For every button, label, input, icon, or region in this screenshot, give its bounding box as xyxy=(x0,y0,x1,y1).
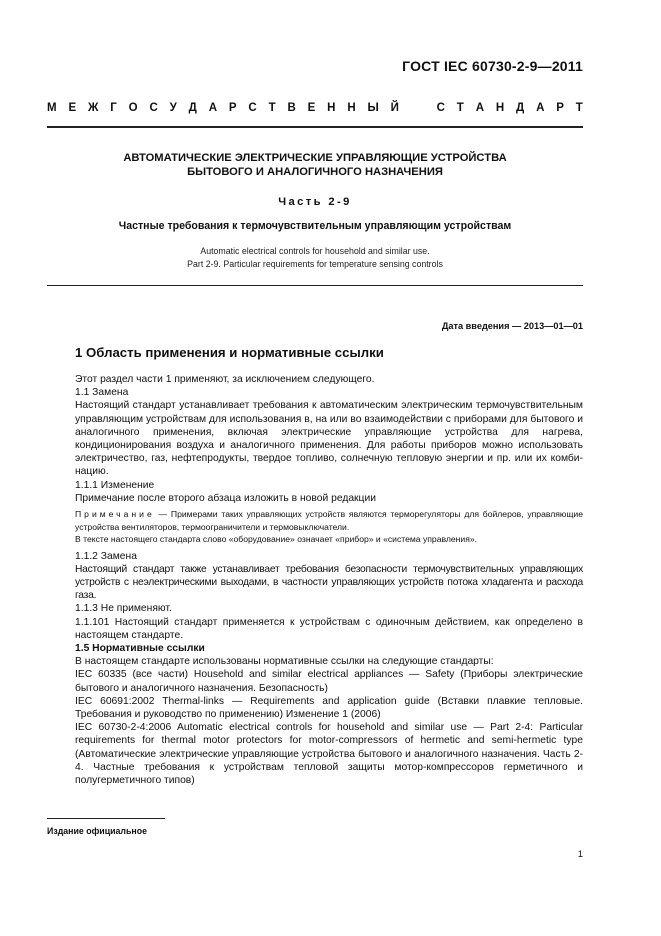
edition-label: Издание официальное xyxy=(47,826,147,836)
banner-letter: Т xyxy=(575,102,583,114)
banner-letter: Г xyxy=(110,102,117,114)
banner-letter: Р xyxy=(556,102,564,114)
footer-rule xyxy=(47,818,165,819)
banner-letter: Н xyxy=(495,102,505,114)
introduction-date: Дата введения — 2013—01—01 xyxy=(441,321,583,331)
paragraph: 1.1.101 Настоящий стандарт применяется к устройствам с одиночным действием, как определено в настоящем стандарте. xyxy=(75,616,583,641)
top-rule xyxy=(47,126,583,128)
standard-banner xyxy=(47,102,583,114)
subsection-1-1: 1.1 Замена xyxy=(75,387,129,399)
banner-letter: Р xyxy=(228,102,237,114)
banner-letter: Н xyxy=(327,102,336,114)
subsection-1-1-2: 1.1.2 Замена xyxy=(75,550,137,562)
subsection-1-1-1: 1.1.1 Изменение xyxy=(75,479,155,491)
english-title-line-2: Part 2-9. Particular requirements for temperature sensing controls xyxy=(187,259,443,269)
reference-1: IEC 60335 (все части) Household and similar electrical appliances — Safety (Приборы электрические бытового и аналогичного назначения. Безопасность) xyxy=(75,669,583,694)
page-number: 1 xyxy=(577,849,583,860)
note-2: В тексте настоящего стандарта слово «оборудование» означает «прибор» и «система управления». xyxy=(75,534,478,545)
banner-letter: Е xyxy=(307,102,316,114)
section-heading: 1 Область применения и нормативные ссылки xyxy=(75,345,384,360)
banner-letter: А xyxy=(208,102,218,114)
note xyxy=(75,508,583,533)
subsection-1-5: 1.5 Нормативные ссылки xyxy=(75,642,205,654)
standard-code: ГОСТ IEC 60730-2-9—2011 xyxy=(402,58,583,74)
banner-letter: У xyxy=(169,102,177,114)
part-label: Часть 2-9 xyxy=(278,196,352,208)
banner-letter: С xyxy=(436,102,445,114)
paragraph: Настоящий стандарт устанавливает требования к автоматическим электрическим термочувствительным управляющим устройствам для использования в, на или во взаимодействии с приборами для бытового и аналогичного применения, включая электрические управляющие устройства для нагрева, кондиционирования воздуха и аналогичного применения. Для работы приборов можно использовать электричество, газ, нефтепродукты, твердое топливо, солнечную тепловую энергии и пр. или их комбинацию. xyxy=(75,400,583,478)
english-title-line-1: Automatic electrical controls for household and similar use. xyxy=(200,246,430,256)
banner-letter: Е xyxy=(68,102,77,114)
banner-letter: В xyxy=(287,102,296,114)
paragraph: Этот раздел части 1 применяют, за исключением следующего. xyxy=(75,374,375,385)
title-line-1: АВТОМАТИЧЕСКИЕ ЭЛЕКТРИЧЕСКИЕ УПРАВЛЯЮЩИЕ УСТРОЙСТВА xyxy=(123,152,507,164)
banner-letter: Ы xyxy=(367,102,379,114)
paragraph: Настоящий стандарт также устанавливает требования безопасности термочувствительных управляющих устройств с неэлектрическими выходами, в частности управляющих устройств потока хладагента и расхода газа. xyxy=(75,563,583,602)
banner-gap xyxy=(411,102,425,114)
note-text: — Примерами таких управляющих устройств являются терморегуляторы для бойлеров, управляющие устройства вентиляторов, термоограничители и термовыключатели. xyxy=(75,509,583,532)
reference-3: IEC 60730-2-4:2006 Automatic electrical controls for household and similar use — Part 2-4: Particular requirements for thermal motor protectors for motor-compressors of hermetic and semi-hermetic type (Автоматические электрические управляющие устройства бытового и аналогичного назначения. Часть 2-4. Частные требования к устройствам тепловой защиты мотор-компрессоров герметичного и полугерметичного типов) xyxy=(75,722,583,786)
banner-letter: Н xyxy=(347,102,356,114)
title-line-2: БЫТОВОГО И АНАЛОГИЧНОГО НАЗНАЧЕНИЯ xyxy=(187,166,443,178)
english-title xyxy=(47,245,583,271)
banner-letter: М xyxy=(47,102,57,114)
paragraph: Примечание после второго абзаца изложить в новой редакции xyxy=(75,492,376,504)
banner-letter: Т xyxy=(268,102,276,114)
paragraph: В настоящем стандарте использованы нормативные ссылки на следующие стандарты: xyxy=(75,656,494,668)
banner-letter: Ж xyxy=(87,102,99,114)
reference-2: IEC 60691:2002 Thermal-links — Requirements and application guide (Вставки плавкие тепловые. Требования и руководство по применению) Изменение 1 (2006) xyxy=(75,695,583,720)
section-body xyxy=(75,373,583,787)
banner-letter: А xyxy=(536,102,545,114)
banner-letter: С xyxy=(149,102,158,114)
middle-rule xyxy=(47,285,583,286)
banner-letter: Т xyxy=(456,102,464,114)
banner-letter: Д xyxy=(188,102,197,114)
banner-letter: О xyxy=(128,102,138,114)
banner-letter: Д xyxy=(516,102,525,114)
document-title xyxy=(47,151,583,179)
banner-letter: С xyxy=(248,102,257,114)
subsection-1-1-3: 1.1.3 Не применяют. xyxy=(75,603,172,615)
banner-letter: Й xyxy=(390,102,399,114)
document-subtitle: Частные требования к термочувствительным управляющим устройствам xyxy=(118,220,512,232)
banner-letter: А xyxy=(475,102,484,114)
note-label: Примечание xyxy=(75,509,155,520)
